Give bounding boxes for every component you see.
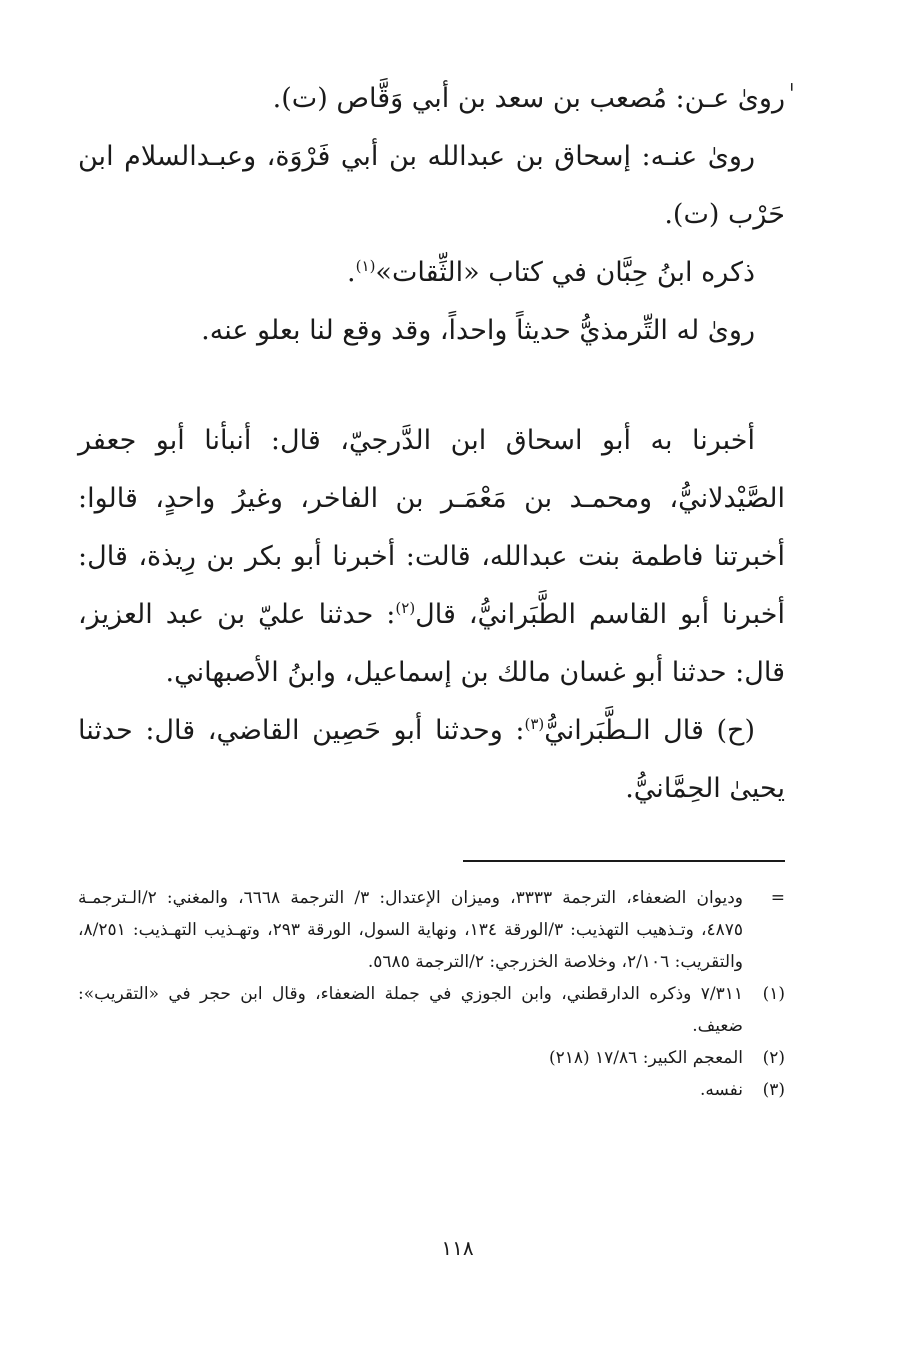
footnote-1 — [78, 978, 785, 1042]
narrated-from: ٰروىٰ عـن: مُصعب بن سعد بن أبي وَقَّاص (ت). — [272, 83, 785, 114]
para6-text-b: : وحدثنا أبو حَصِين القاضي، قال: حدثنا يحيىٰ الحِمَّانيُّ. — [78, 715, 785, 804]
footnote-marker: = — [770, 888, 785, 908]
section-gap — [78, 360, 785, 412]
para5-text-a: أخبرنا به أبو اسحاق ابن الدَّرجيّ، قال: أنبأنا أبو جعفر الصَّيْدلانيُّ، ومحمـد بن مَعْمَـر بن الفاخر، وغيرُ واحدٍ، قالوا: أخبرتنا فاطمة بنت عبدالله، قالت: أخبرنا أبو بكر بن رِيذة، قال: أخبرنا أبو القاسم الطَّبَرانيُّ، قال — [78, 425, 785, 630]
footnote-marker: (١) — [762, 984, 785, 1004]
footnote-text: نفسه. — [699, 1080, 743, 1100]
footnote-text: وديوان الضعفاء، الترجمة ٣٣٣٣، وميزان الإعتدال: ٣/ الترجمة ٦٦٦٨، والمغني: ٢/الـترجمـة ٤٨٧٥، وتـذهيب التهذيب: ٣/الورقة ١٣٤، ونهاية السول، الورقة ٢٩٣، وتهـذيب التهـذيب: ٨/٢٥١، والتقريب: ٢/١٠٦، وخلاصة الخزرجي: ٢/الترجمة ٥٦٨٥. — [78, 888, 744, 972]
para5-text-b: : حدثنا عليّ بن عبد العزيز، قال: حدثنا أبو غسان مالك بن إسماعيل، وابنُ الأصبهاني. — [78, 599, 785, 688]
narrated-by: روىٰ عنـه: إسحاق بن عبدالله بن أبي فَرْوَة، وعبـدالسلام ابن حَرْب (ت). — [78, 141, 785, 230]
tabarani-chain — [78, 702, 785, 818]
footnote-3 — [78, 1074, 785, 1106]
para3-end: . — [347, 257, 356, 288]
chain-of-narration — [78, 412, 785, 702]
footnote-text: ٧/٣١١ وذكره الدارقطني، وابن الجوزي في جملة الضعفاء، وقال ابن حجر في «التقريب»: ضعيف. — [78, 984, 743, 1036]
footnotes — [78, 882, 785, 1106]
footnote-ref-1[interactable]: (١) — [355, 257, 376, 275]
footnote-ref-2[interactable]: (٢) — [395, 599, 416, 617]
footnote-text: المعجم الكبير: ١٧/٨٦ (٢١٨) — [548, 1048, 743, 1068]
footnote-marker: (٣) — [762, 1080, 785, 1100]
para6-text-a: (ح) قال الـطَّبَرانيُّ — [544, 715, 755, 746]
page-number: ١١٨ — [441, 1236, 474, 1260]
tirmidhi-mention: روىٰ له التِّرمذيُّ حديثاً واحداً، وقد وقع لنا بعلو عنه. — [201, 315, 755, 346]
main-text — [78, 70, 785, 818]
footnote-divider — [463, 860, 785, 862]
footnote-ref-3[interactable]: (٣) — [524, 715, 545, 733]
para3-text: ذكره ابنُ حِبَّان في كتاب «الثِّقات» — [375, 257, 755, 288]
footnote-marker: (٢) — [762, 1048, 785, 1068]
footnote-continued — [78, 882, 785, 978]
footnote-2 — [78, 1042, 785, 1074]
ibn-hibban-mention — [78, 244, 785, 302]
